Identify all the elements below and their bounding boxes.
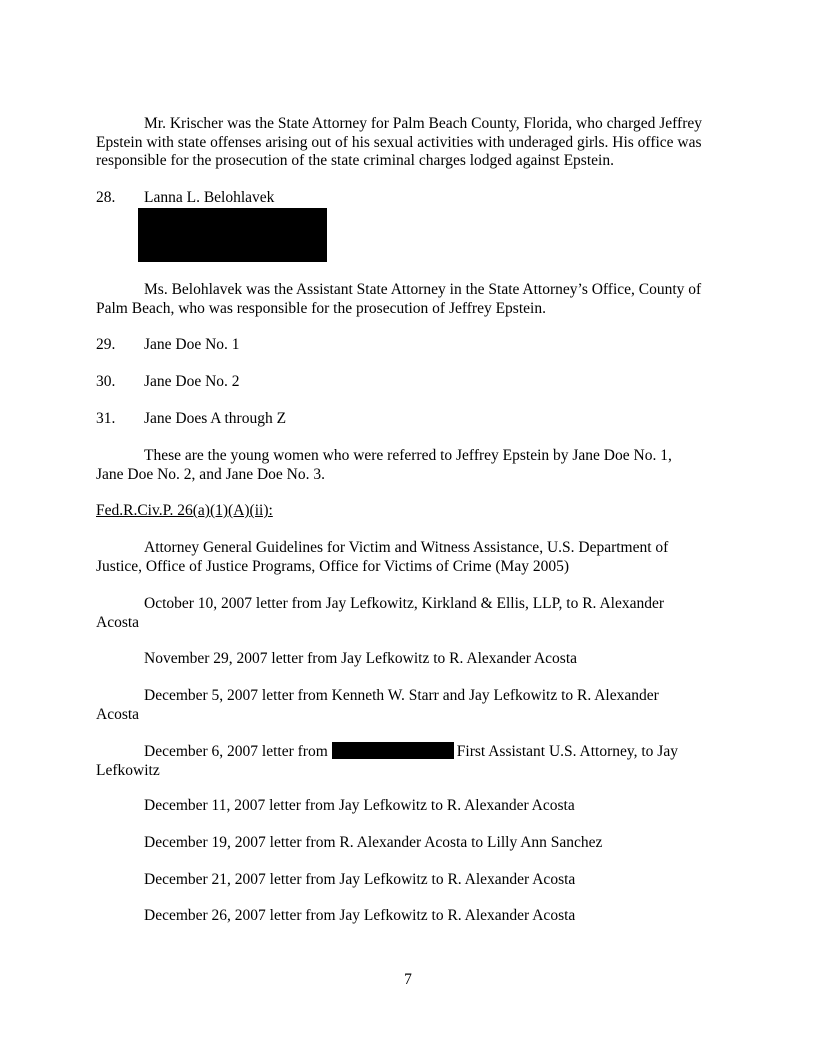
entry-31: [96, 410, 716, 429]
entry-number: 29.: [96, 336, 116, 353]
document-item: December 21, 2007 letter from Jay Lefkowitz to R. Alexander Acosta: [144, 871, 576, 888]
belohlavek-paragraph: Ms. Belohlavek was the Assistant State Attorney in the State Attorney’s Office, County of Palm Beach, who was responsible for the prosecution of Jeffrey Epstein.: [96, 281, 702, 317]
entry-number: 28.: [96, 189, 116, 206]
document-item: December 19, 2007 letter from R. Alexander Acosta to Lilly Ann Sanchez: [144, 834, 603, 851]
entry-name: Lanna L. Belohlavek: [144, 189, 275, 206]
entry-30: [96, 373, 716, 392]
document-item: October 10, 2007 letter from Jay Lefkowitz, Kirkland & Ellis, LLP, to R. Alexander Acosta: [96, 595, 664, 631]
redaction-block: [138, 208, 327, 262]
redaction-inline: [332, 742, 454, 759]
entry-number: 31.: [96, 410, 116, 427]
document-item-redacted: [96, 742, 716, 780]
redacted-letter-before: December 6, 2007 letter from: [144, 743, 328, 760]
document-item: Attorney General Guidelines for Victim and Witness Assistance, U.S. Department of Justice, Office of Justice Programs, Office for Victims of Crime (May 2005): [96, 539, 669, 575]
document-item: December 5, 2007 letter from Kenneth W. Starr and Jay Lefkowitz to R. Alexander Acosta: [96, 687, 659, 723]
entry-name: Jane Does A through Z: [144, 410, 287, 427]
document-item: December 11, 2007 letter from Jay Lefkowitz to R. Alexander Acosta: [144, 797, 575, 814]
krischer-paragraph: Mr. Krischer was the State Attorney for Palm Beach County, Florida, who charged Jeffrey Epstein with state offenses arising out of his sexual activities with underaged girls. His office was responsible for the prosecution of the state criminal charges lodged against Epstein.: [96, 115, 703, 169]
entry-name: Jane Doe No. 2: [144, 373, 240, 390]
page-number: 7: [404, 971, 412, 988]
redacted-letter-after: First Assistant U.S. Attorney, to Jay Lefkowitz: [96, 743, 678, 779]
section-heading: Fed.R.Civ.P. 26(a)(1)(A)(ii):: [96, 502, 273, 519]
document-item: November 29, 2007 letter from Jay Lefkowitz to R. Alexander Acosta: [144, 650, 578, 667]
entry-number: 30.: [96, 373, 116, 390]
entry-29: [96, 336, 716, 355]
entry-28: [96, 189, 716, 208]
entry-name: Jane Doe No. 1: [144, 336, 240, 353]
jane-does-paragraph: These are the young women who were referred to Jeffrey Epstein by Jane Doe No. 1, Jane Doe No. 2, and Jane Doe No. 3.: [96, 447, 672, 483]
document-item: December 26, 2007 letter from Jay Lefkowitz to R. Alexander Acosta: [144, 907, 576, 924]
